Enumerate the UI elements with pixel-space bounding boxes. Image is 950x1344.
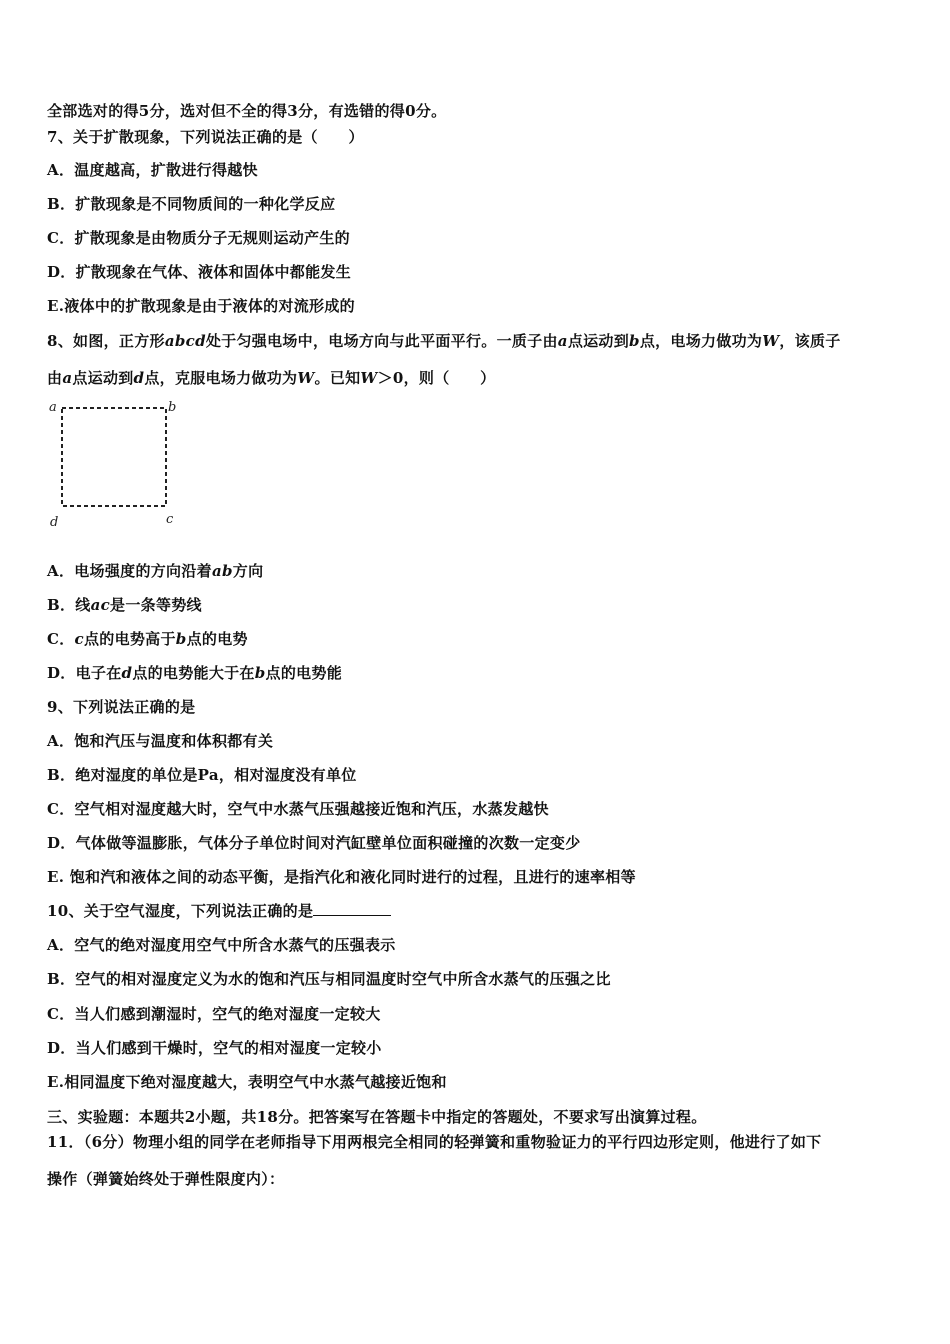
q7-option-c: C．扩散现象是由物质分子无规则运动产生的 [47, 229, 350, 247]
q8-text: 点，克服电场力做功为 [144, 369, 298, 387]
q8-option-c [47, 629, 248, 649]
q8-opt-text: 点的电势能 [265, 664, 343, 682]
q10-option-b: B．空气的相对湿度定义为水的饱和汽压与相同温度时空气中所含水蒸气的压强之比 [47, 970, 611, 988]
q8-var: W [297, 369, 315, 387]
q8-stem-line2 [47, 368, 495, 388]
q8-text: ，该质子 [779, 332, 841, 350]
q7-option-a: A．温度越高，扩散进行得越快 [47, 161, 258, 179]
q8-opt-text: 是一条等势线 [110, 596, 202, 614]
q8-opt-var: d [121, 664, 133, 682]
q10-option-e: E.相同温度下绝对湿度越大，表明空气中水蒸气越接近饱和 [47, 1073, 447, 1091]
vertex-label-c: c [166, 512, 174, 527]
q8-var: W [360, 369, 378, 387]
q8-text: 点运动到 [567, 332, 630, 350]
q8-opt-text: 点的电势高于 [83, 630, 176, 648]
q11-line1: 11．（6分）物理小组的同学在老师指导下用两根完全相同的轻弹簧和重物验证力的平行四边形定则，他进行了如下 [47, 1133, 822, 1151]
q8-opt-var: b [254, 664, 266, 682]
q8-option-b [47, 595, 202, 615]
q8-opt-text: C． [47, 630, 75, 648]
answer-blank [313, 901, 391, 916]
q10-option-c: C．当人们感到潮湿时，空气的绝对湿度一定较大 [47, 1005, 381, 1023]
section-3-heading: 三、实验题：本题共2小题，共18分。把答案写在答题卡中指定的答题处，不要求写出演算过程。 [47, 1108, 707, 1126]
vertex-label-d: d [50, 515, 59, 530]
q8-text: 点运动到 [72, 369, 134, 387]
q8-text: 由 [47, 369, 63, 387]
intro-line: 全部选对的得5分，选对但不全的得3分，有选错的得0分。 [47, 102, 447, 120]
q8-opt-text: 点的电势能大于在 [132, 664, 255, 682]
q11-line2: 操作（弹簧始终处于弹性限度内）： [47, 1170, 285, 1188]
vertex-label-b: b [168, 400, 177, 415]
q9-option-c: C．空气相对湿度越大时，空气中水蒸气压强越接近饱和汽压，水蒸发越快 [47, 800, 549, 818]
q10-option-d: D．当人们感到干燥时，空气的相对湿度一定较小 [47, 1039, 382, 1057]
q8-text: ＞0，则（ ） [377, 369, 496, 387]
q8-var: d [133, 369, 145, 387]
q8-stem-line1 [47, 331, 841, 351]
q8-opt-text: A．电场强度的方向沿着 [47, 562, 212, 580]
q8-var: W [762, 332, 780, 350]
q8-text: 8、如图，正方形 [47, 332, 165, 350]
q8-opt-var: ac [90, 596, 111, 614]
q8-text: 点，电场力做功为 [639, 332, 763, 350]
q8-opt-var: ab [211, 562, 233, 580]
q10-option-a: A．空气的绝对湿度用空气中所含水蒸气的压强表示 [47, 936, 396, 954]
q8-text: 处于匀强电场中，电场方向与此平面平行。一质子由 [205, 332, 558, 350]
q8-opt-text: 点的电势 [186, 630, 248, 648]
q8-opt-text: B．线 [47, 596, 91, 614]
q7-stem: 7、关于扩散现象，下列说法正确的是（ ） [47, 128, 364, 146]
q10-stem [47, 901, 391, 921]
q10-stem-text: 10、关于空气湿度，下列说法正确的是 [47, 902, 314, 920]
q8-var: abcd [164, 332, 206, 350]
q9-option-b: B．绝对湿度的单位是Pa，相对湿度没有单位 [47, 766, 357, 784]
q8-opt-text: D．电子在 [47, 664, 122, 682]
q8-opt-var: c [74, 630, 84, 648]
square-abcd-figure [44, 396, 194, 536]
q9-stem: 9、下列说法正确的是 [47, 698, 196, 716]
q8-var: a [557, 332, 568, 350]
q8-var: a [62, 369, 73, 387]
q7-option-e: E.液体中的扩散现象是由于液体的对流形成的 [47, 297, 355, 315]
q7-option-b: B．扩散现象是不同物质间的一种化学反应 [47, 195, 336, 213]
dashed-square [62, 408, 166, 506]
q9-option-a: A．饱和汽压与温度和体积都有关 [47, 732, 274, 750]
q8-opt-var: b [175, 630, 187, 648]
q7-option-d: D．扩散现象在气体、液体和固体中都能发生 [47, 263, 352, 281]
q9-option-e: E. 饱和汽和液体之间的动态平衡，是指汽化和液化同时进行的过程，且进行的速率相等 [47, 868, 636, 886]
q8-option-a [47, 561, 263, 581]
q8-text: 。已知 [314, 369, 361, 387]
vertex-label-a: a [49, 400, 57, 415]
q8-option-d [47, 663, 342, 683]
q9-option-d: D．气体做等温膨胀，气体分子单位时间对汽缸壁单位面积碰撞的次数一定变少 [47, 834, 581, 852]
q8-opt-text: 方向 [232, 562, 264, 580]
q8-var: b [629, 332, 640, 350]
